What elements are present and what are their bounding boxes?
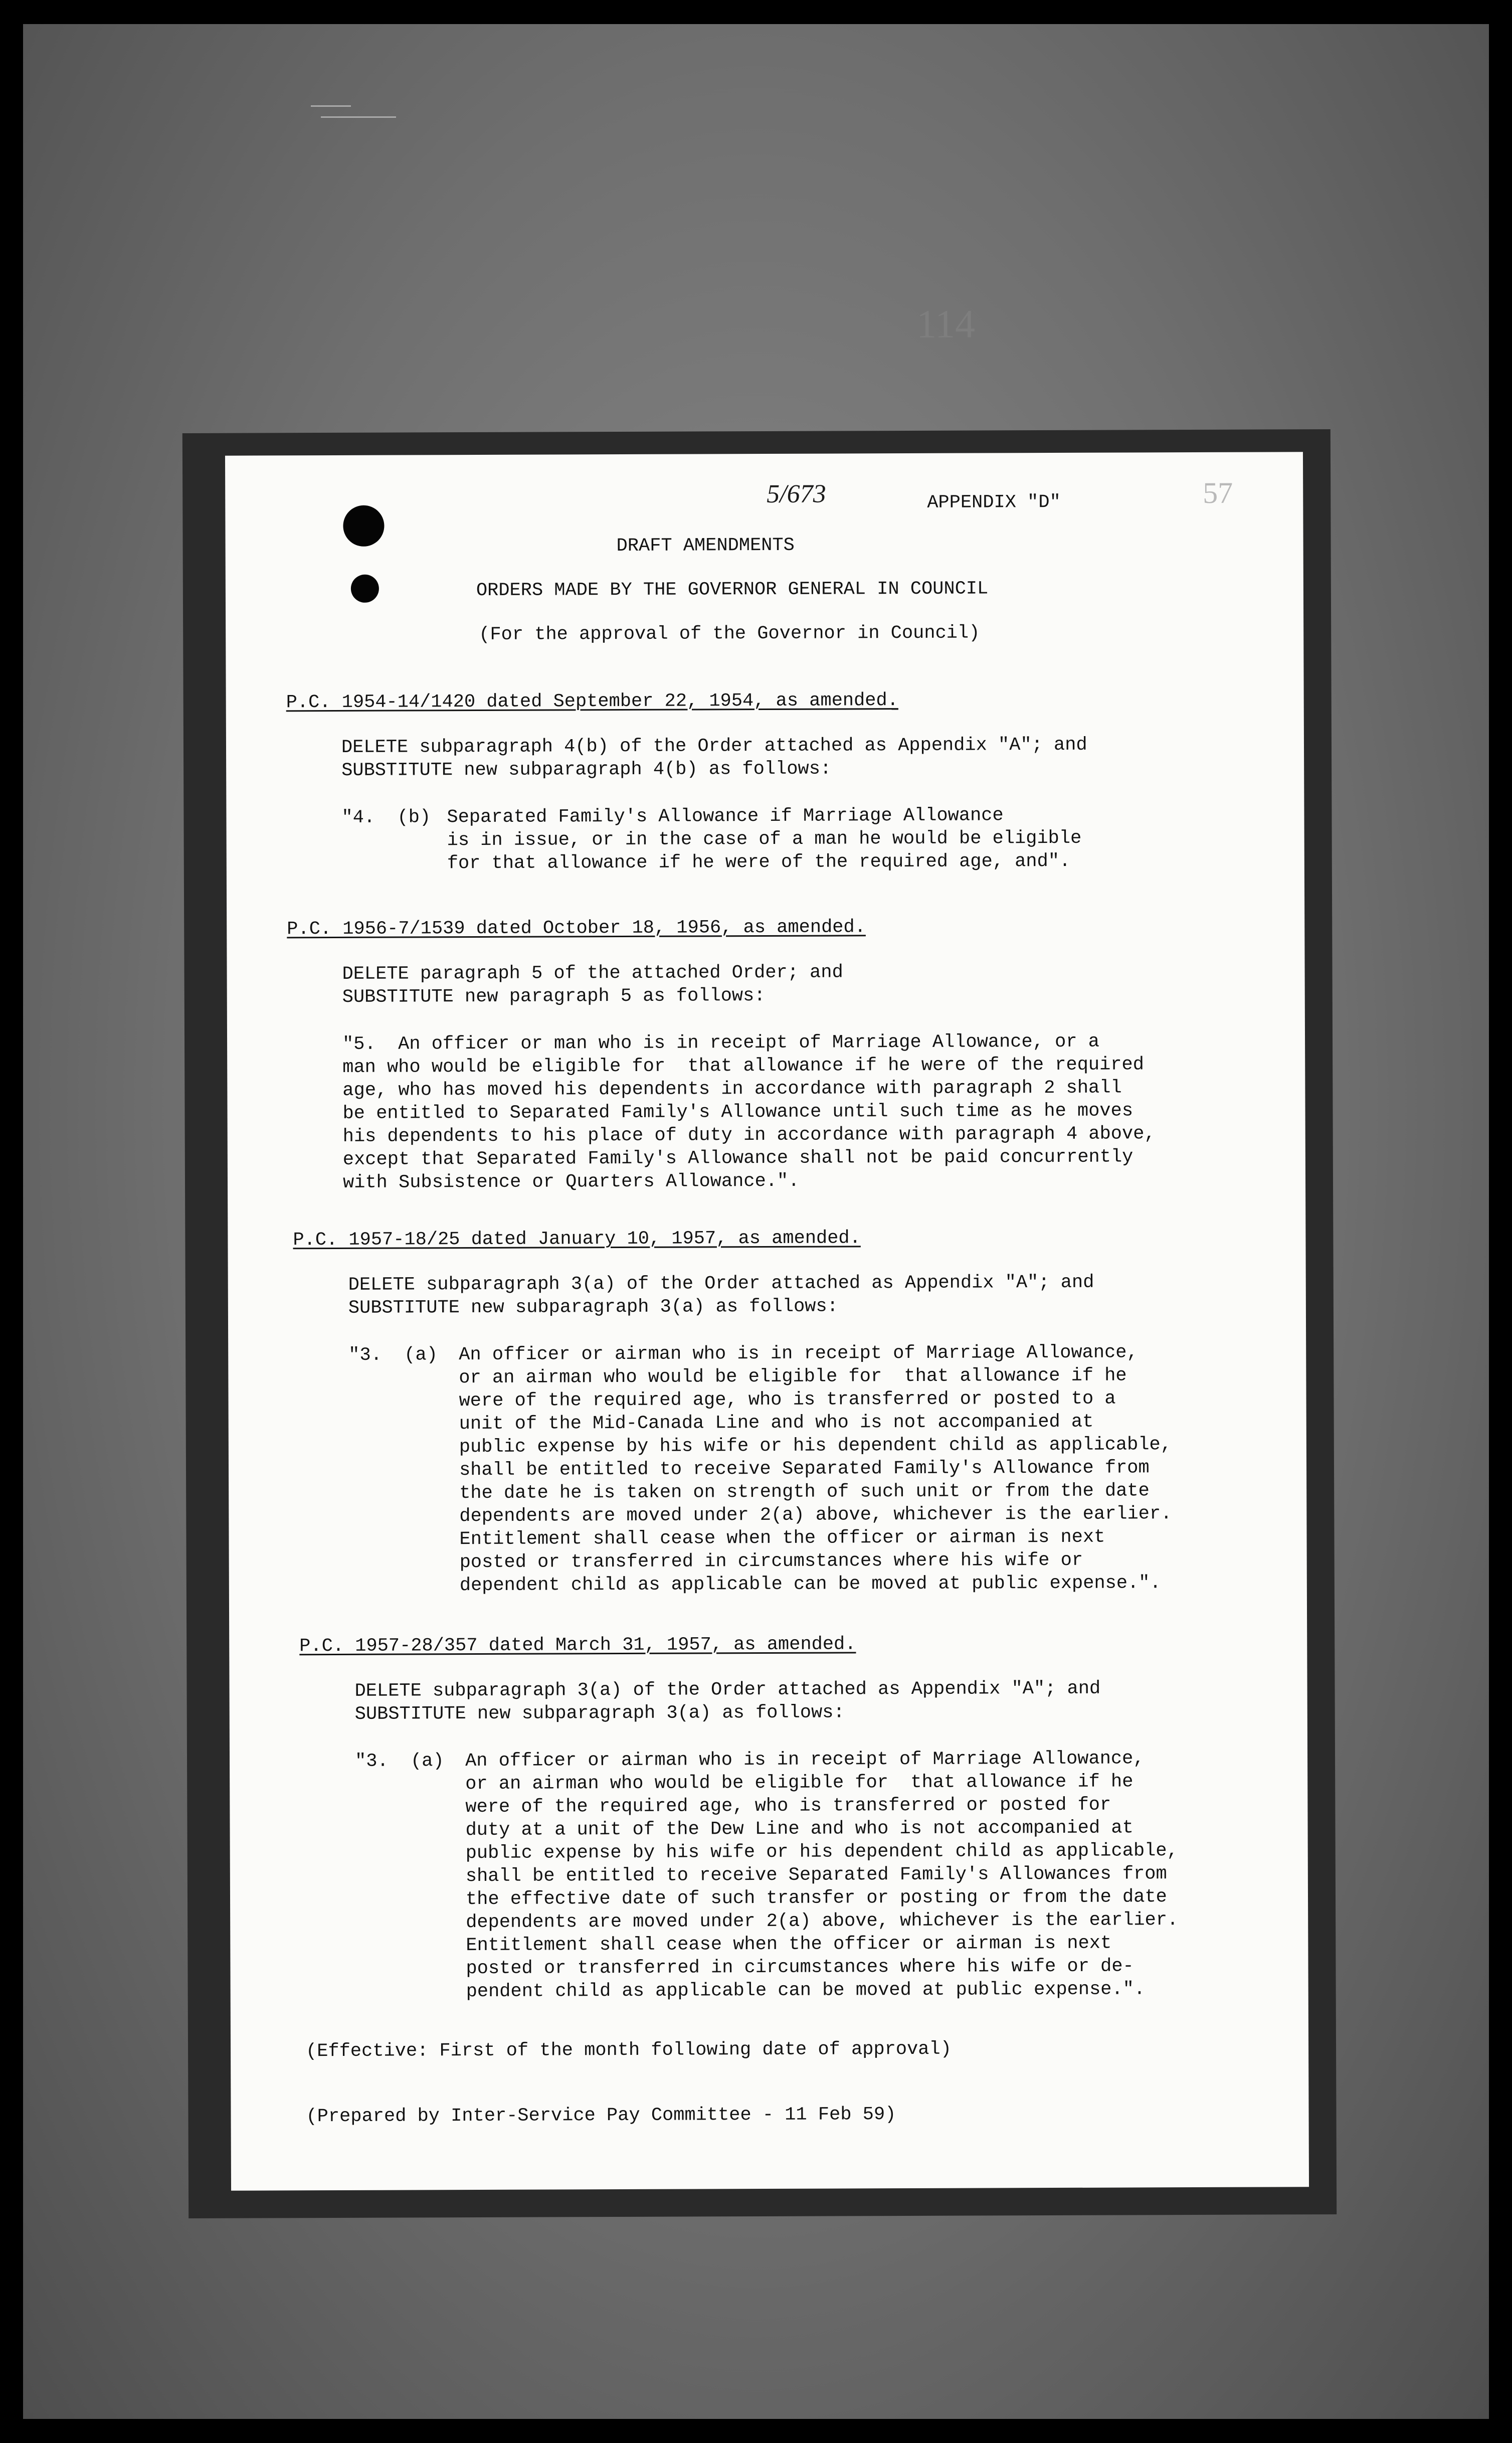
section-heading: P.C. 1954-14/1420 dated September 22, 1954, as amended. [286,690,898,714]
quote-line: Entitlement shall cease when the officer or airman is next [459,1526,1105,1550]
punch-hole [343,505,384,547]
section-heading: P.C. 1957-18/25 dated January 10, 1957, as amended. [293,1228,861,1251]
section-instruction: SUBSTITUTE new subparagraph 3(a) as follows: [354,1702,845,1725]
quote-line: posted or transferred in circumstances where his wife or de- [466,1956,1134,1980]
quote-line: the effective date of such transfer or posting or from the date [465,1886,1167,1910]
quote-line: duty at a unit of the Dew Line and who is not accompanied at [465,1817,1133,1841]
quote-line: dependent child as applicable can be moved at public expense.". [459,1573,1161,1597]
punch-hole [351,575,379,603]
quote-line: public expense by his wife or his dependent child as applicable, [459,1434,1172,1458]
quote-line: posted or transferred in circumstances where his wife or [459,1549,1083,1574]
quote-line: or an airman who would be eligible for that allowance if he [465,1771,1133,1795]
quote-line: or an airman who would be eligible for that allowance if he [459,1365,1127,1389]
quote-label: "4. (b) [341,807,431,828]
quote-line: dependents are moved under 2(a) above, whichever is the earlier. [459,1503,1172,1527]
film-scratch [311,105,351,107]
quote-line: Separated Family's Allowance if Marriage Allowance [447,805,1004,828]
document-title: DRAFT AMENDMENTS [616,535,795,557]
section-instruction: DELETE paragraph 5 of the attached Order; and [342,962,843,985]
page-number-stamp: 57 [1203,476,1233,509]
quote-line: the date he is taken on strength of such unit or from the date [459,1480,1150,1504]
section-instruction: SUBSTITUTE new subparagraph 3(a) as follows: [348,1296,838,1319]
quote-line: age, who has moved his dependents in accordance with paragraph 2 shall [342,1077,1122,1101]
quote-line: Entitlement shall cease when the officer or airman is next [466,1933,1112,1957]
quote-line: with Subsistence or Quarters Allowance.". [342,1170,800,1193]
film-scratch [321,116,396,118]
section-instruction: DELETE subparagraph 3(a) of the Order attached as Appendix "A"; and [354,1678,1101,1702]
section-instruction: DELETE subparagraph 4(b) of the Order attached as Appendix "A"; and [341,734,1087,758]
quote-line: were of the required age, who is transferred or posted for [465,1794,1111,1818]
quote-line: his dependents to his place of duty in accordance with paragraph 4 above, [342,1123,1156,1147]
effective-note: (Effective: First of the month following date of approval) [306,2038,952,2062]
document-subtitle: ORDERS MADE BY THE GOVERNOR GENERAL IN COUNCIL [476,578,989,602]
quote-line: except that Separated Family's Allowance shall not be paid concurrently [342,1146,1133,1170]
quote-line: for that allowance if he were of the required age, and". [447,850,1071,875]
approval-note: (For the approval of the Governor in Council) [479,622,980,645]
document-page [225,302,1309,2190]
quote-line: An officer or airman who is in receipt of Marriage Allowance, [459,1342,1138,1366]
quote-line: "5. An officer or man who is in receipt of Marriage Allowance, or a [342,1031,1099,1055]
quote-line: be entitled to Separated Family's Allowance until such time as he moves [342,1100,1133,1124]
quote-line: is in issue, or in the case of a man he would be eligible [447,827,1082,851]
quote-line: public expense by his wife or his dependent child as applicable, [465,1840,1178,1864]
quote-line: shall be entitled to receive Separated Family's Allowances from [465,1863,1167,1887]
prepared-note: (Prepared by Inter-Service Pay Committee - 11 Feb 59) [306,2104,896,2128]
quote-line: were of the required age, who is transferred or posted to a [459,1388,1116,1412]
quote-label: "3. (a) [348,1344,438,1366]
quote-line: An officer or airman who is in receipt of Marriage Allowance, [465,1748,1145,1772]
handwritten-reference: 5/673 [767,479,826,508]
section-instruction: SUBSTITUTE new subparagraph 4(b) as follows: [341,758,832,781]
appendix-label: APPENDIX "D" [927,491,1061,513]
quote-label: "3. (a) [354,1751,444,1772]
quote-line: pendent child as applicable can be moved at public expense.". [466,1979,1146,2003]
quote-line: dependents are moved under 2(a) above, whichever is the earlier. [466,1909,1179,1934]
section-instruction: SUBSTITUTE new paragraph 5 as follows: [342,985,766,1008]
section-instruction: DELETE subparagraph 3(a) of the Order attached as Appendix "A"; and [348,1272,1094,1296]
pencil-notation: 114 [916,302,976,346]
quote-line: unit of the Mid-Canada Line and who is not accompanied at [459,1411,1094,1435]
quote-line: man who would be eligible for that allowance if he were of the required [342,1054,1144,1078]
section-heading: P.C. 1957-28/357 dated March 31, 1957, as amended. [299,1634,856,1657]
quote-line: shall be entitled to receive Separated Family's Allowance from [459,1457,1150,1481]
section-heading: P.C. 1956-7/1539 dated October 18, 1956, as amended. [287,917,866,940]
